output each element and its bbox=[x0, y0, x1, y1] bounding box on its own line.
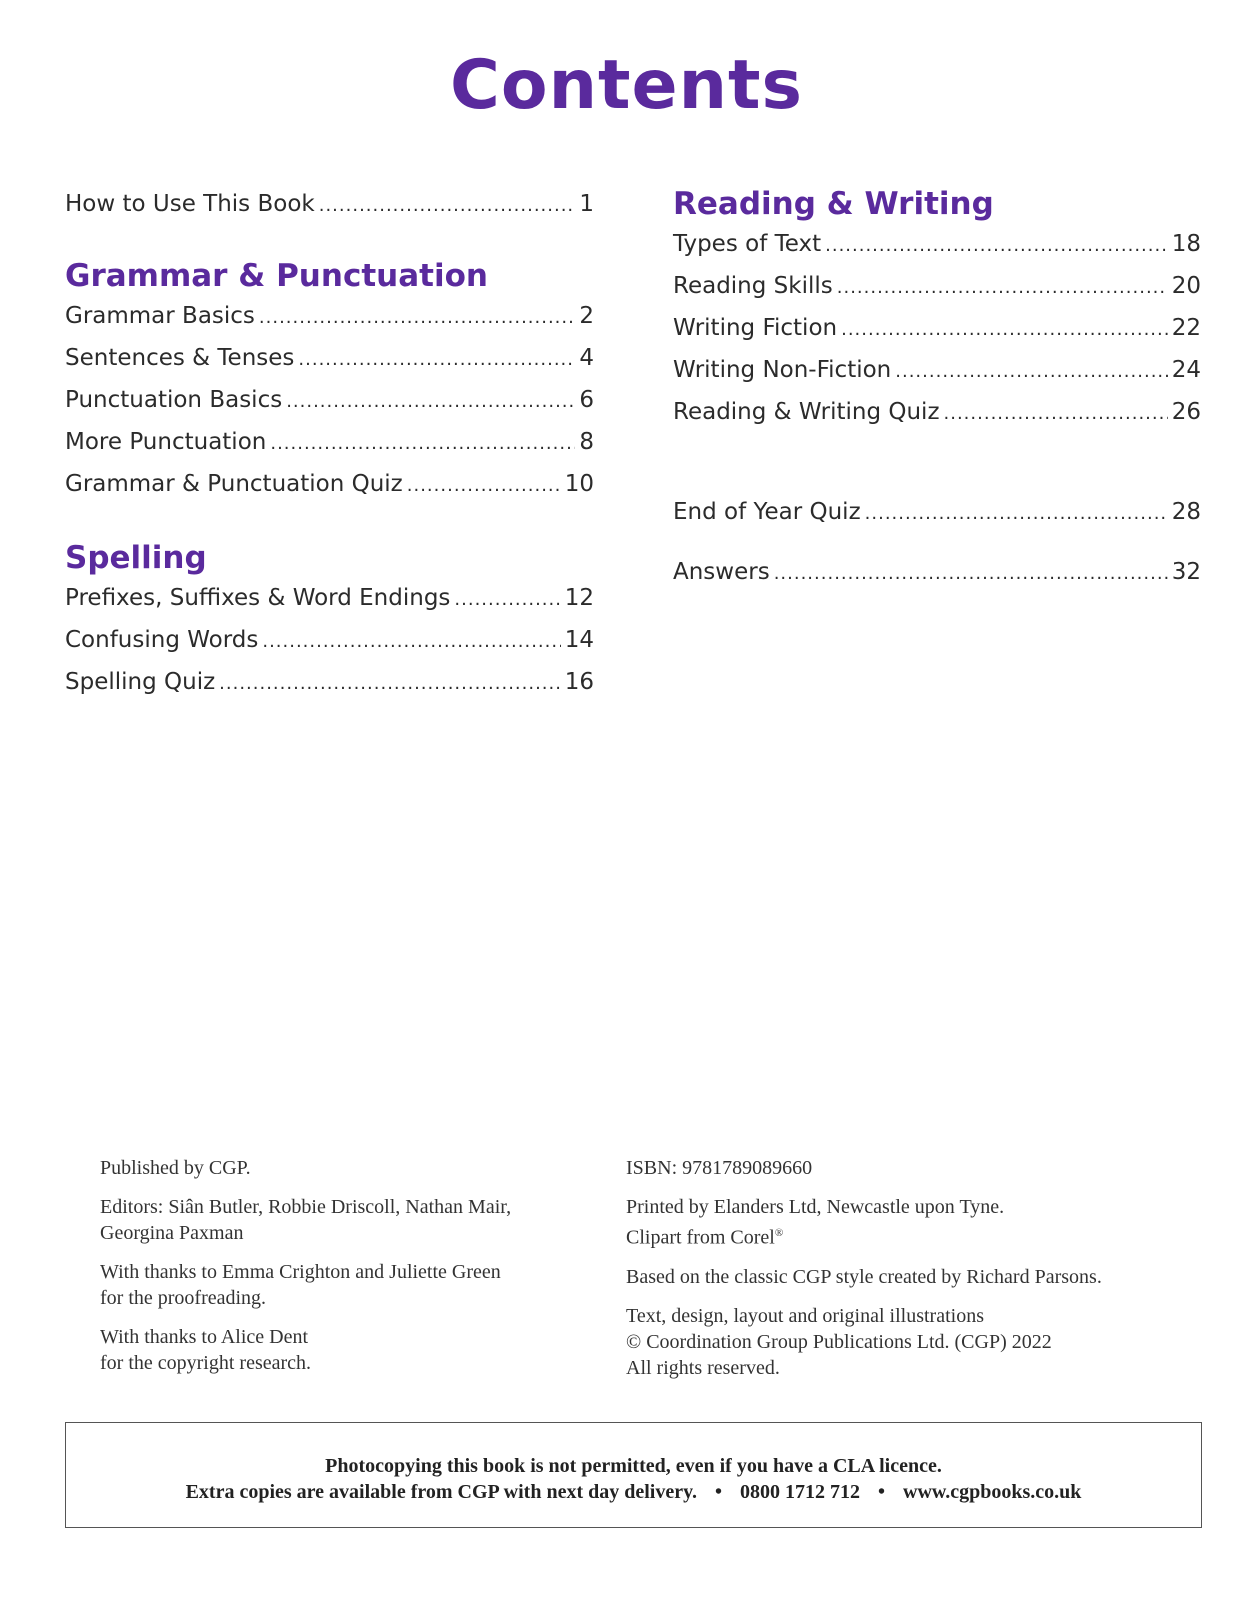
toc-entry[interactable] bbox=[65, 338, 594, 380]
toc-entry-page: 16 bbox=[564, 669, 594, 695]
page-title: Contents bbox=[449, 46, 804, 125]
toc-entry[interactable] bbox=[65, 422, 594, 464]
toc-entry[interactable] bbox=[673, 266, 1201, 308]
toc-entry-page: 20 bbox=[1171, 273, 1201, 299]
leader-dots bbox=[298, 340, 575, 380]
toc-entry[interactable] bbox=[673, 308, 1201, 350]
toc-entry-label: Grammar & Punctuation Quiz bbox=[65, 471, 403, 497]
leader-dots bbox=[270, 424, 575, 464]
photocopy-notice-box bbox=[65, 1422, 1202, 1528]
leader-dots bbox=[286, 382, 575, 422]
website-link[interactable]: www.cgpbooks.co.uk bbox=[903, 1481, 1082, 1503]
toc-entry[interactable] bbox=[65, 662, 594, 704]
toc-entry-page: 14 bbox=[564, 627, 594, 653]
leader-dots bbox=[841, 310, 1168, 350]
toc-entry-page: 2 bbox=[579, 303, 594, 329]
leader-dots bbox=[454, 580, 560, 620]
toc-entry[interactable] bbox=[65, 380, 594, 422]
toc-entry[interactable] bbox=[673, 224, 1201, 266]
toc-entry[interactable] bbox=[65, 464, 594, 506]
leader-dots bbox=[865, 494, 1168, 534]
editors: Editors: Siân Butler, Robbie Driscoll, Nathan Mair, Georgina Paxman bbox=[100, 1196, 512, 1244]
toc-entry-label: Sentences & Tenses bbox=[65, 345, 295, 371]
toc-entry-label: Punctuation Basics bbox=[65, 387, 283, 413]
toc-entry-label: Grammar Basics bbox=[65, 303, 255, 329]
toc-entry[interactable] bbox=[673, 392, 1201, 434]
phone-number: 0800 1712 712 bbox=[740, 1481, 861, 1503]
toc-entry-label: Types of Text bbox=[673, 231, 822, 257]
toc-entry-end-of-year-quiz[interactable] bbox=[673, 492, 1201, 534]
toc-entry-label: Reading Skills bbox=[673, 273, 833, 299]
toc-entry-page: 6 bbox=[579, 387, 594, 413]
toc-entry-answers[interactable] bbox=[673, 552, 1201, 594]
leader-dots bbox=[825, 226, 1168, 266]
toc-entry-page: 4 bbox=[579, 345, 594, 371]
toc-entry-label: How to Use This Book bbox=[65, 191, 315, 217]
published-by: Published by CGP. bbox=[100, 1157, 251, 1179]
leader-dots bbox=[262, 622, 560, 662]
leader-dots bbox=[774, 554, 1168, 594]
toc-entry-label: Confusing Words bbox=[65, 627, 259, 653]
toc-entry-label: Writing Fiction bbox=[673, 315, 838, 341]
toc-entry-how-to-use[interactable] bbox=[65, 184, 594, 226]
section-heading-grammar: Grammar & Punctuation bbox=[65, 258, 488, 294]
toc-entry-page: 22 bbox=[1171, 315, 1201, 341]
leader-dots bbox=[319, 186, 576, 226]
toc-left-column bbox=[65, 184, 594, 704]
toc-entry[interactable] bbox=[65, 296, 594, 338]
section-heading-spelling: Spelling bbox=[65, 540, 207, 576]
bullet-separator: • bbox=[878, 1481, 886, 1503]
toc-entry-label: End of Year Quiz bbox=[673, 499, 861, 525]
registered-mark: ® bbox=[774, 1227, 784, 1239]
leader-dots bbox=[259, 298, 575, 338]
copyright-research-thanks: With thanks to Alice Dent for the copyright research. bbox=[100, 1326, 312, 1374]
toc-right-column bbox=[673, 184, 1201, 594]
leader-dots bbox=[944, 394, 1168, 434]
toc-entry[interactable] bbox=[65, 578, 594, 620]
toc-entry-page: 28 bbox=[1171, 499, 1201, 525]
leader-dots bbox=[407, 466, 561, 506]
toc-entry-label: More Punctuation bbox=[65, 429, 267, 455]
toc-entry-page: 32 bbox=[1171, 559, 1201, 585]
toc-entry[interactable] bbox=[673, 350, 1201, 392]
toc-entry-label: Writing Non-Fiction bbox=[673, 357, 892, 383]
copyright-notice: Text, design, layout and original illustrations © Coordination Group Publications Ltd. (CGP) 2022 All rights reserved. bbox=[626, 1304, 1052, 1379]
section-heading-reading: Reading & Writing bbox=[673, 186, 994, 222]
toc-entry-page: 12 bbox=[564, 585, 594, 611]
toc-entry[interactable] bbox=[65, 620, 594, 662]
toc-entry-page: 18 bbox=[1171, 231, 1201, 257]
style-credit: Based on the classic CGP style created by Richard Parsons. bbox=[626, 1265, 1102, 1288]
toc-entry-label: Prefixes, Suffixes & Word Endings bbox=[65, 585, 451, 611]
toc-entry-page: 1 bbox=[579, 191, 594, 217]
leader-dots bbox=[895, 352, 1167, 392]
toc-entry-label: Answers bbox=[673, 559, 770, 585]
notice-line-2: Extra copies are available from CGP with next day delivery. • 0800 1712 712 • www.cgpbooks.co.uk bbox=[185, 1481, 1082, 1503]
toc-entry-label: Spelling Quiz bbox=[65, 669, 216, 695]
leader-dots bbox=[219, 664, 561, 704]
printer-info: Printed by Elanders Ltd, Newcastle upon Tyne. Clipart from Corel® bbox=[626, 1196, 1005, 1249]
publishing-info-right bbox=[626, 1155, 1186, 1394]
leader-dots bbox=[837, 268, 1168, 308]
toc-entry-page: 26 bbox=[1171, 399, 1201, 425]
publishing-info-left bbox=[100, 1155, 570, 1389]
isbn: ISBN: 9781789089660 bbox=[626, 1157, 813, 1179]
bullet-separator: • bbox=[715, 1481, 723, 1503]
toc-entry-page: 24 bbox=[1171, 357, 1201, 383]
toc-entry-label: Reading & Writing Quiz bbox=[673, 399, 940, 425]
toc-entry-page: 10 bbox=[564, 471, 594, 497]
notice-line-1: Photocopying this book is not permitted, even if you have a CLA licence. bbox=[325, 1455, 942, 1477]
toc-entry-page: 8 bbox=[579, 429, 594, 455]
proofreading-thanks: With thanks to Emma Crighton and Juliette Green for the proofreading. bbox=[100, 1261, 501, 1309]
